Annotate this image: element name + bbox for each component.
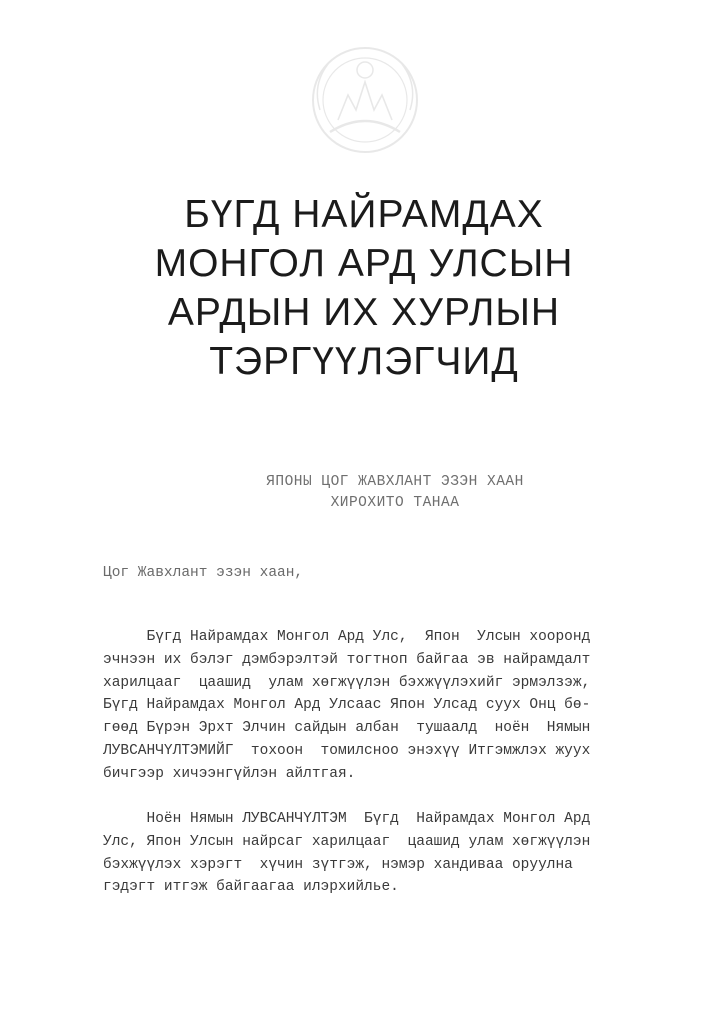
salutation: Цог Жавхлант эзэн хаан,: [103, 565, 304, 581]
body-paragraph: [103, 626, 643, 786]
paragraph-line: эчнээн их бэлэг дэмбэрэлтэй тогтноп байгаа эв найрамдалт: [103, 651, 591, 668]
paragraph-line: бэхжүүлэх хэрэгт хүчин зүтгэж, нэмэр хандиваа оруулна: [103, 856, 573, 873]
paragraph-line: харилцааг цаашид улам хөгжүүлэн бэхжүүлэхийг эрмэлзэж,: [103, 674, 591, 691]
heading-line: БҮГД НАЙРАМДАХ: [184, 193, 544, 236]
paragraph-line: гэдэгт итгэж байгаагаа илэрхийлье.: [103, 879, 399, 896]
paragraph-line: ЛУВСАНЧҮЛТЭМИЙГ тохоон томилсноо энэхүү Итгэмжлэх жуух: [103, 742, 591, 759]
paragraph-line: Бүгд Найрамдах Монгол Ард Улс, Япон Улсын хооронд: [103, 629, 591, 645]
addressee-line: ЯПОНЫ ЦОГ ЖАВХЛАНТ ЭЗЭН ХААН: [266, 474, 524, 490]
addressee-line: ХИРОХИТО ТАНАА: [330, 495, 460, 511]
body-paragraph: [103, 808, 643, 899]
paragraph-line: Улс, Япон Улсын найрсаг харилцааг цаашид улам хөгжүүлэн: [103, 833, 591, 850]
paragraph-line: Ноён Нямын ЛУВСАНЧҮЛТЭМ Бүгд Найрамдах Монгол Ард: [103, 811, 591, 827]
paragraph-line: бичгээр хичээнгүйлэн айлтгая.: [103, 765, 356, 782]
heading-line: ТЭРГҮҮЛЭГЧИД: [209, 340, 519, 383]
paragraph-line: Бүгд Найрамдах Монгол Ард Улсаас Япон Улсад суух Онц бө-: [103, 697, 591, 714]
heading-line: МОНГОЛ АРД УЛСЫН: [154, 242, 574, 285]
state-emblem-icon: [290, 40, 440, 160]
paragraph-line: гөөд Бүрэн Эрхт Элчин сайдын албан тушаалд ноён Нямын: [103, 720, 591, 737]
heading-line: АРДЫН ИХ ХУРЛЫН: [167, 291, 561, 334]
issuer-heading: [80, 190, 648, 386]
addressee-block: [230, 472, 560, 514]
